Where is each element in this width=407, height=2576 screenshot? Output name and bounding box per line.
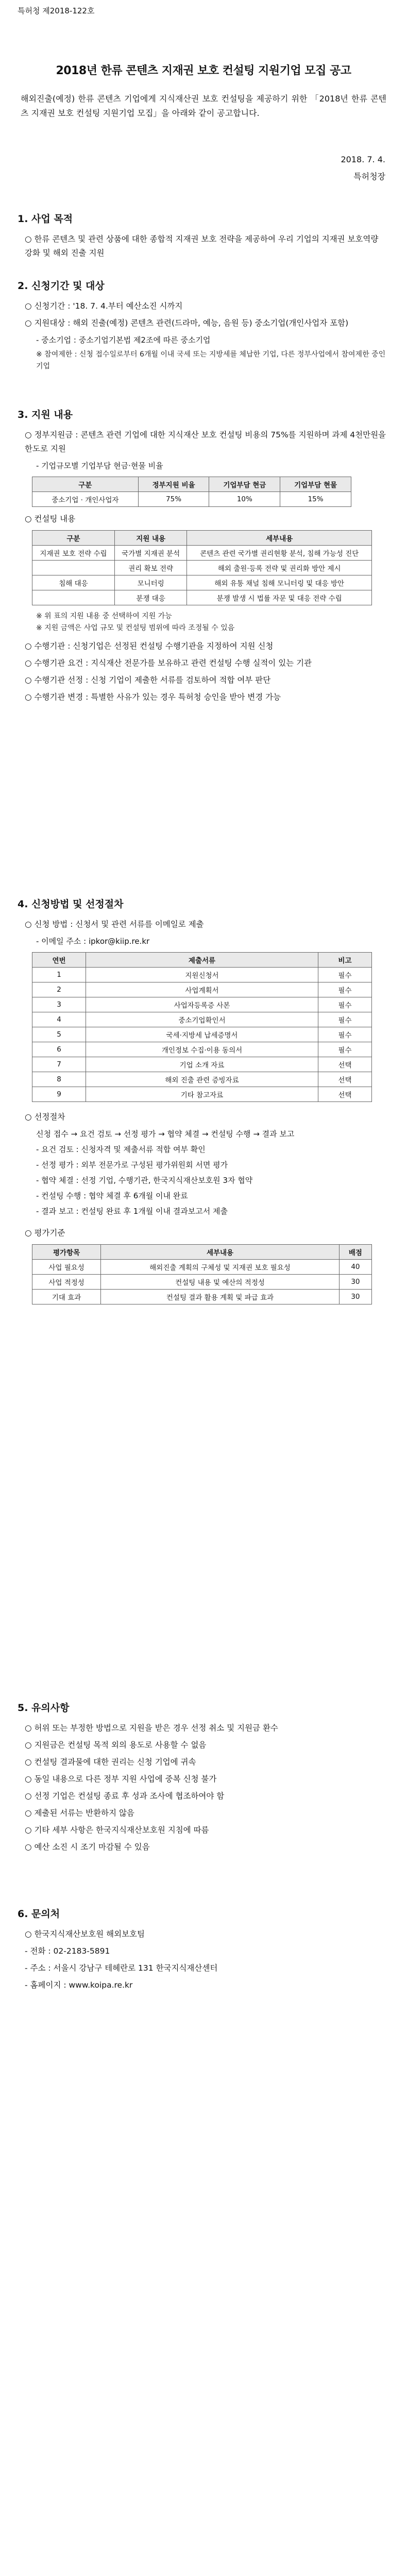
contents-table-cell: 해외 출원·등록 전략 및 권리화 방안 제시 (187, 561, 372, 575)
process-step: - 결과 보고 : 컨설팅 완료 후 1개월 이내 결과보고서 제출 (36, 1207, 228, 1216)
documents-table-cell: 선택 (318, 1072, 371, 1087)
criteria-table-cell: 컨설팅 내용 및 예산의 적정성 (101, 1275, 340, 1290)
application-email[interactable]: - 이메일 주소 : ipkor@kiip.re.kr (36, 937, 150, 946)
ratio-table-cell: 중소기업 · 개인사업자 (32, 492, 139, 507)
intro-paragraph: 해외진출(예정) 한류 콘텐츠 기업에게 지식재산권 보호 컨설팅을 제공하기 위한 「2018년 한류 콘텐츠 지재권 보호 컨설팅 지원기업 모집」을 아래와 같이 공고합니다. (21, 94, 386, 118)
criteria-table-cell: 컨설팅 결과 활용 계획 및 파급 효과 (101, 1290, 340, 1304)
documents-table-cell: 지원신청서 (86, 968, 318, 982)
notice-item: ○ 지원금은 컨설팅 목적 외의 용도로 사용할 수 없음 (25, 1740, 207, 1750)
contents-table-row (32, 590, 372, 605)
documents-table-cell: 5 (32, 1027, 86, 1042)
criteria-table-cell: 30 (339, 1275, 371, 1290)
process-step: - 컨설팅 수행 : 협약 체결 후 6개월 이내 완료 (36, 1191, 188, 1200)
issuing-agency: 특허청장 (353, 172, 385, 181)
documents-table-header-cell: 제출서류 (86, 953, 318, 968)
documents-table-cell: 사업자등록증 사본 (86, 997, 318, 1012)
application-method: ○ 신청 방법 : 신청서 및 관련 서류를 이메일로 제출 (25, 920, 204, 929)
criteria-table (32, 1244, 372, 1304)
contents-table-header-cell: 세부내용 (187, 531, 372, 546)
documents-table-cell: 기업 소개 자료 (86, 1057, 318, 1072)
notice-item: ○ 선정 기업은 컨설팅 종료 후 성과 조사에 협조하여야 함 (25, 1791, 225, 1801)
provider-item: ○ 수행기관 요건 : 지식재산 전문가를 보유하고 관련 컨설팅 수행 실적이 있는 기관 (25, 658, 312, 668)
application-period: ○ 신청기간 : '18. 7. 4.부터 예산소진 시까지 (25, 301, 183, 311)
contents-table-cell (32, 590, 115, 605)
documents-table-header-cell: 연번 (32, 953, 86, 968)
documents-table-cell: 1 (32, 968, 86, 982)
document-number: 특허청 제2018-122호 (18, 6, 95, 15)
page-title: 2018년 한류 콘텐츠 지재권 보호 컨설팅 지원기업 모집 공고 (56, 64, 351, 77)
documents-table-cell: 선택 (318, 1087, 371, 1102)
documents-table-cell: 4 (32, 1012, 86, 1027)
documents-table-cell: 6 (32, 1042, 86, 1057)
contents-table-cell: 해외 유통 채널 침해 모니터링 및 대응 방안 (187, 575, 372, 590)
documents-table-row (32, 968, 372, 982)
section-application (18, 896, 388, 1310)
section-heading: 1. 사업 목적 (18, 213, 73, 225)
criteria-table-header-cell: 평가항목 (32, 1245, 101, 1260)
contents-table-cell: 분쟁 대응 (114, 590, 187, 605)
contact-line: - 전화 : 02-2183-5891 (25, 1946, 110, 1956)
contents-table-row (32, 575, 372, 590)
contents-table-cell: 침해 대응 (32, 575, 115, 590)
process-title: ○ 선정절차 (25, 1112, 65, 1122)
section-notices (18, 1700, 388, 1857)
section-heading: 2. 신청기간 및 대상 (18, 280, 105, 292)
section-heading: 3. 지원 내용 (18, 409, 73, 420)
contents-table-cell: 분쟁 발생 시 법률 자문 및 대응 전략 수립 (187, 590, 372, 605)
notice-item: ○ 허위 또는 부정한 방법으로 지원을 받은 경우 선정 취소 및 지원금 환수 (25, 1723, 278, 1733)
contents-table-cell: 지재권 보호 전략 수립 (32, 546, 115, 561)
criteria-table-cell: 40 (339, 1260, 371, 1275)
criteria-table-header-cell: 배점 (339, 1245, 371, 1260)
documents-table-cell: 개인정보 수집·이용 동의서 (86, 1042, 318, 1057)
contact-line: ○ 한국지식재산보호원 해외보호팀 (25, 1929, 145, 1939)
documents-table (32, 952, 372, 1102)
provider-item: ○ 수행기관 변경 : 특별한 사유가 있는 경우 특허청 승인을 받아 변경 가능 (25, 692, 281, 702)
support-note: ※ 위 표의 지원 내용 중 선택하여 지원 가능 (36, 612, 172, 620)
documents-table-row (32, 1087, 372, 1102)
ratio-table-cell: 75% (138, 492, 209, 507)
support-note: ※ 지원 금액은 사업 규모 및 컨설팅 범위에 따라 조정될 수 있음 (36, 624, 235, 632)
documents-table-cell: 7 (32, 1057, 86, 1072)
section-period-target (18, 278, 388, 372)
documents-table-row (32, 1027, 372, 1042)
criteria-title: ○ 평가기준 (25, 1228, 65, 1238)
contents-table (32, 530, 372, 605)
documents-table-row (32, 1072, 372, 1087)
criteria-table-header-cell: 세부내용 (101, 1245, 340, 1260)
ratio-table-header-cell: 기업부담 현물 (280, 477, 351, 492)
contents-table-cell: 국가별 지재권 분석 (114, 546, 187, 561)
criteria-table-cell: 사업 필요성 (32, 1260, 101, 1275)
criteria-table-row (32, 1290, 372, 1304)
contact-line: - 주소 : 서울시 강남구 테헤란로 131 한국지식재산센터 (25, 1963, 218, 1973)
ratio-table-cell: 15% (280, 492, 351, 507)
documents-table-row (32, 1012, 372, 1027)
notice-item: ○ 제출된 서류는 반환하지 않음 (25, 1808, 134, 1818)
process-step: - 요건 검토 : 신청자격 및 제출서류 적합 여부 확인 (36, 1145, 206, 1154)
documents-table-cell: 해외 진출 관련 증빙자료 (86, 1072, 318, 1087)
notice-item: ○ 예산 소진 시 조기 마감될 수 있음 (25, 1842, 150, 1852)
documents-table-cell: 3 (32, 997, 86, 1012)
ratio-table-row (32, 492, 351, 507)
documents-table-cell: 9 (32, 1087, 86, 1102)
contents-table-cell (32, 561, 115, 575)
documents-table-cell: 기타 참고자료 (86, 1087, 318, 1102)
contents-table-cell: 권리 확보 전략 (114, 561, 187, 575)
section-support (18, 407, 388, 707)
notice-item: ○ 기타 세부 사항은 한국지식재산보호원 지침에 따름 (25, 1825, 209, 1835)
ratio-table-cell: 10% (209, 492, 280, 507)
contents-table-cell: 콘텐츠 관련 국가별 권리현황 분석, 침해 가능성 진단 (187, 546, 372, 561)
notice-item: ○ 컨설팅 결과물에 대한 권리는 신청 기업에 귀속 (25, 1757, 196, 1767)
section-purpose (18, 211, 388, 263)
support-sub: - 기업규모별 기업부담 현금·현물 비율 (36, 461, 163, 470)
documents-table-cell: 사업계획서 (86, 982, 318, 997)
section-heading: 4. 신청방법 및 선정절차 (18, 899, 124, 910)
contents-table-header-cell: 지원 내용 (114, 531, 187, 546)
process-step: 신청 접수 → 요건 검토 → 선정 평가 → 협약 체결 → 컨설팅 수행 → 결과 보고 (36, 1129, 295, 1139)
criteria-table-cell: 기대 효과 (32, 1290, 101, 1304)
documents-table-row (32, 1057, 372, 1072)
requirement-note: ※ 참여제한 : 신청 접수일로부터 6개월 이내 국세 또는 지방세를 체납한 기업, 다른 정부사업에서 참여제한 중인 기업 (36, 350, 386, 370)
documents-table-row (32, 982, 372, 997)
notice-item: ○ 동일 내용으로 다른 정부 지원 사업에 중복 신청 불가 (25, 1774, 217, 1784)
documents-table-cell: 필수 (318, 1027, 371, 1042)
documents-table-cell: 국세·지방세 납세증명서 (86, 1027, 318, 1042)
contents-table-row (32, 561, 372, 575)
provider-item: ○ 수행기관 : 신청기업은 선정된 컨설팅 수행기관을 지정하여 지원 신청 (25, 641, 274, 651)
criteria-table-cell: 사업 적정성 (32, 1275, 101, 1290)
contact-line: - 홈페이지 : www.koipa.re.kr (25, 1980, 133, 1990)
documents-table-cell: 필수 (318, 968, 371, 982)
documents-table-cell: 필수 (318, 997, 371, 1012)
documents-table-cell: 중소기업확인서 (86, 1012, 318, 1027)
process-step: - 협약 체결 : 선정 기업, 수행기관, 한국지식재산보호원 3자 협약 (36, 1176, 253, 1185)
contents-table-row (32, 546, 372, 561)
requirement-1: - 중소기업 : 중소기업기본법 제2조에 따른 중소기업 (36, 335, 211, 345)
ratio-table-header-cell: 구분 (32, 477, 139, 492)
documents-table-row (32, 1042, 372, 1057)
documents-table-cell: 선택 (318, 1057, 371, 1072)
criteria-table-cell: 30 (339, 1290, 371, 1304)
purpose-text: ○ 한류 콘텐츠 및 관련 상품에 대한 종합적 지재권 보호 전략을 제공하여 우리 기업의 지재권 보호역량 강화 및 해외 진출 지원 (25, 234, 379, 258)
documents-table-cell: 필수 (318, 1012, 371, 1027)
announcement-date: 2018. 7. 4. (341, 155, 385, 164)
contents-title: ○ 컨설팅 내용 (25, 514, 76, 523)
documents-table-cell: 필수 (318, 1042, 371, 1057)
section-heading: 5. 유의사항 (18, 1702, 70, 1714)
ratio-table (32, 477, 351, 507)
section-heading: 6. 문의처 (18, 1908, 60, 1920)
ratio-table-header-cell: 정부지원 비율 (138, 477, 209, 492)
contents-table-cell: 모니터링 (114, 575, 187, 590)
criteria-table-cell: 해외진출 계획의 구체성 및 지재권 보호 필요성 (101, 1260, 340, 1275)
provider-item: ○ 수행기관 선정 : 신청 기업이 제출한 서류를 검토하여 적합 여부 판단 (25, 675, 271, 685)
eligible-target: ○ 지원대상 : 해외 진출(예정) 콘텐츠 관련(드라마, 예능, 음원 등) 중소기업(개인사업자 포함) (25, 318, 349, 328)
documents-table-header-cell: 비고 (318, 953, 371, 968)
documents-table-row (32, 997, 372, 1012)
section-contact (18, 1906, 388, 1995)
criteria-table-row (32, 1260, 372, 1275)
documents-table-cell: 8 (32, 1072, 86, 1087)
documents-table-cell: 필수 (318, 982, 371, 997)
documents-table-cell: 2 (32, 982, 86, 997)
process-step: - 선정 평가 : 외부 전문가로 구성된 평가위원회 서면 평가 (36, 1160, 228, 1170)
criteria-table-row (32, 1275, 372, 1290)
support-amount: ○ 정부지원금 : 콘텐츠 관련 기업에 대한 지식재산 보호 컨설팅 비용의 75%를 지원하며 과제 4천만원을 한도로 지원 (25, 430, 386, 453)
ratio-table-header-cell: 기업부담 현금 (209, 477, 280, 492)
contents-table-header-cell: 구분 (32, 531, 115, 546)
